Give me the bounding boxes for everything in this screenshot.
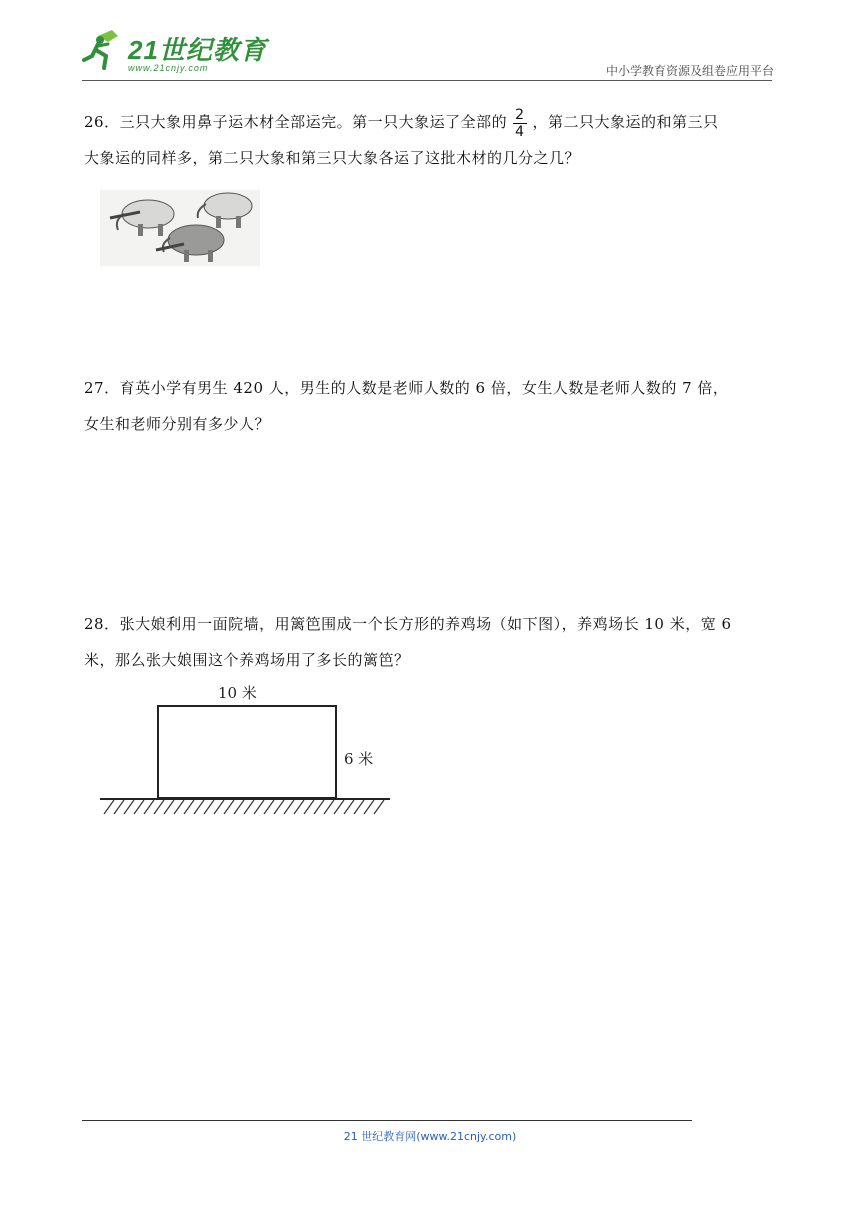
width-label: 6 米 <box>344 750 374 768</box>
length-label: 10 米 <box>218 684 257 702</box>
question-26-text-a: 26．三只大象用鼻子运木材全部运完。第一只大象运了全部的 <box>84 113 508 131</box>
fraction-denominator: 4 <box>515 123 525 140</box>
question-26-line2: 大象运的同样多，第二只大象和第三只大象各运了这批木材的几分之几？ <box>84 149 581 167</box>
question-28-line2: 米，那么张大娘围这个养鸡场用了多长的篱笆？ <box>84 651 410 669</box>
chicken-yard-diagram <box>100 680 400 820</box>
fraction-two-quarters <box>513 107 526 140</box>
header-divider <box>82 80 772 81</box>
yard-rectangle <box>158 706 336 798</box>
logo-text: 21世纪教育 <box>128 35 267 65</box>
question-27-line2: 女生和老师分别有多少人？ <box>84 415 271 433</box>
logo-url: www.21cnjy.com <box>128 63 209 73</box>
footer-text: 21 世纪教育网(www.21cnjy.com) <box>343 1130 517 1143</box>
runner-logo-icon <box>78 26 126 74</box>
elephants-illustration <box>100 180 260 266</box>
question-26 <box>84 104 784 176</box>
fraction-numerator: 2 <box>515 106 525 123</box>
question-28 <box>84 606 784 678</box>
question-27-line1: 27．育英小学有男生 420 人，男生的人数是老师人数的 6 倍，女生人数是老师人数的 7 倍， <box>84 379 729 397</box>
question-26-text-b: ，第二只大象运的和第三只 <box>532 113 719 131</box>
footer-divider <box>82 1120 692 1121</box>
question-26-line1 <box>84 104 784 140</box>
page-header <box>0 0 860 80</box>
wall-hatching <box>104 800 384 814</box>
logo <box>78 26 278 76</box>
question-27 <box>84 370 784 442</box>
platform-title: 中小学教育资源及组卷应用平台 <box>605 64 774 78</box>
question-28-line1: 28．张大娘利用一面院墙，用篱笆围成一个长方形的养鸡场（如下图），养鸡场长 10 米，宽 6 <box>84 615 732 633</box>
